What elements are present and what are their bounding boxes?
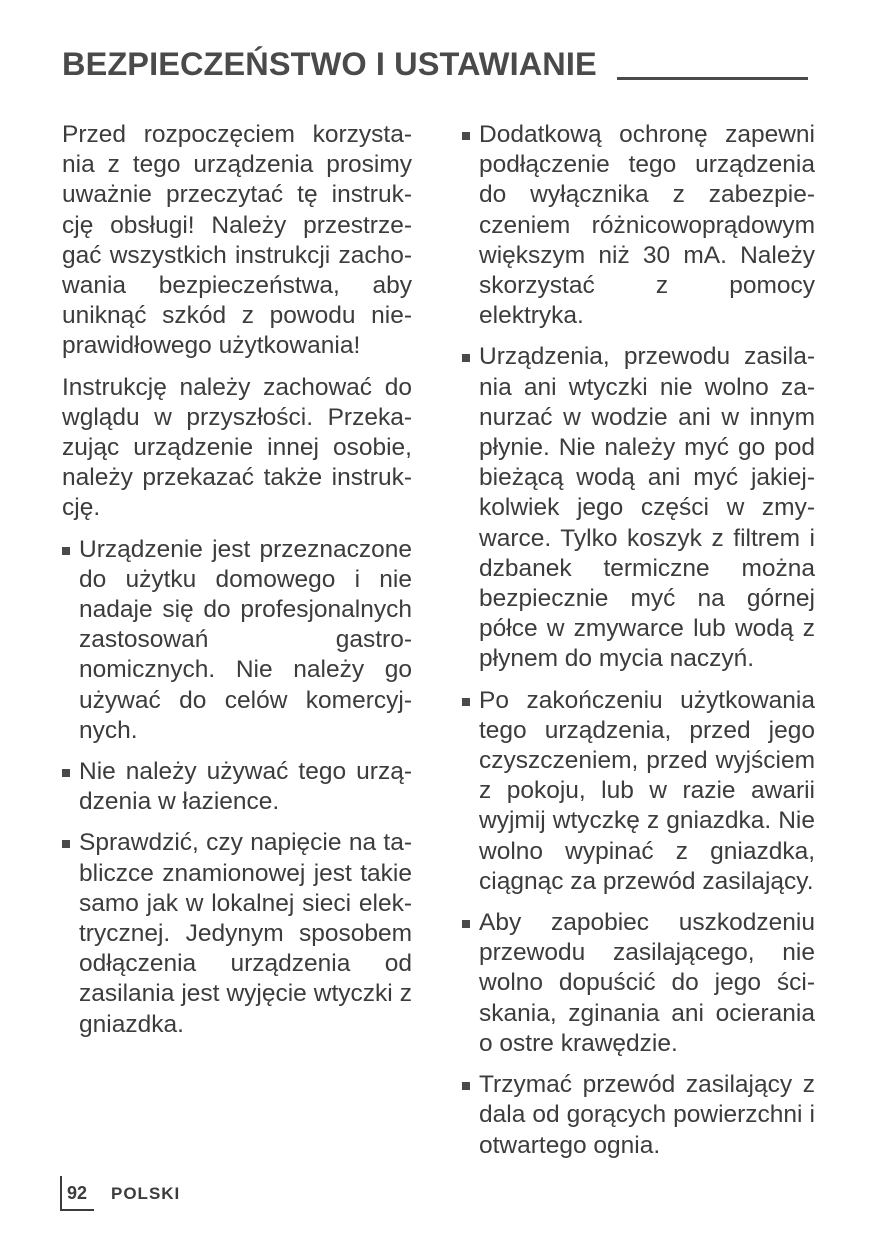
bullet-text: Dodatkową ochronę zapewni podłączenie tego urządzenia do wyłącznika z zabezpieczeniem różnicowoprądowym większym niż 30 mA. Należy skorzystać z pomocy elektryka.: [479, 121, 815, 330]
bullet-text: Po zakończeniu użytkowania tego urządzenia, przed jego czyszczeniem, przed wyjściem z pokoju, lub w razie awarii wyjmij wtyczkę z gniazdka. Nie wolno wypinać z gniazdka, ciągnąc za przewód zasilający.: [479, 686, 815, 895]
section-title: BEZPIECZEŃSTWO I USTAWIANIE: [62, 46, 597, 82]
square-bullet-icon: [462, 1082, 470, 1090]
square-bullet-icon: [462, 354, 470, 362]
left-column: [62, 120, 412, 1051]
title-underline-rule: [617, 77, 808, 80]
safety-bullet-item: [62, 535, 412, 746]
square-bullet-icon: [462, 698, 470, 706]
right-column: [462, 120, 815, 1172]
bullet-text: Sprawdzić, czy napięcie na tabliczce znamionowej jest takie samo jak w lokalnej sieci elektrycznej. Jedynym sposobem odłączenia urządzenia od zasilania jest wyjęcie wtyczki z gniazdka.: [79, 829, 412, 1038]
square-bullet-icon: [62, 547, 70, 555]
footer-language-label: POLSKI: [111, 1184, 181, 1203]
footer-vertical-rule: [60, 1176, 62, 1211]
bullet-text: Urządzenia, przewodu zasilania ani wtyczki nie wolno zanurzać w wodzie ani w innym płynie. Nie należy myć go pod bieżącą wodą ani myć jakiejkolwiek jego części w zmywarce. Tylko koszyk z filtrem i dzbanek termiczne można bezpiecznie myć na górnej półce w zmywarce lub wodą z płynem do mycia naczyń.: [479, 343, 815, 673]
intro-paragraph-2: Instrukcję należy zachować do wglądu w przyszłości. Przekazując urządzenie innej osobie, należy przekazać także instrukcję.: [62, 373, 412, 522]
bullet-text: Trzymać przewód zasilający z dala od gorących powierzchni i otwartego ognia.: [479, 1071, 815, 1159]
square-bullet-icon: [62, 769, 70, 777]
safety-bullet-item: [462, 908, 815, 1059]
bullet-text: Nie należy używać tego urządzenia w łazience.: [79, 758, 412, 816]
square-bullet-icon: [62, 840, 70, 848]
bullet-text: Aby zapobiec uszkodzeniu przewodu zasilającego, nie wolno dopuścić do jego ściskania, zginania ani ocierania o ostre krawędzie.: [479, 909, 815, 1057]
square-bullet-icon: [462, 920, 470, 928]
bullet-text: Urządzenie jest przeznaczone do użytku domowego i nie nadaje się do profesjonalnych zastosowań gastronomicznych. Nie należy go używać do celów komercyjnych.: [79, 535, 412, 744]
safety-bullet-item: [462, 686, 815, 897]
page-number: 92: [67, 1183, 88, 1203]
safety-bullet-item: [62, 828, 412, 1039]
square-bullet-icon: [462, 132, 470, 140]
footer-horizontal-rule: [60, 1209, 94, 1211]
safety-bullet-item: [62, 757, 412, 817]
page-footer: [60, 1176, 260, 1212]
safety-bullet-item: [462, 120, 815, 331]
page-header: [62, 44, 808, 84]
safety-bullet-item: [462, 342, 815, 674]
intro-paragraph-1: Przed rozpoczęciem korzystania z tego urządzenia prosimy uważnie przeczytać tę instrukcję obsługi! Należy przestrzegać wszystkich instrukcji zachowania bezpieczeństwa, aby uniknąć szkód z powodu nieprawidłowego użytkowania!: [62, 121, 412, 360]
safety-bullet-item: [462, 1070, 815, 1161]
